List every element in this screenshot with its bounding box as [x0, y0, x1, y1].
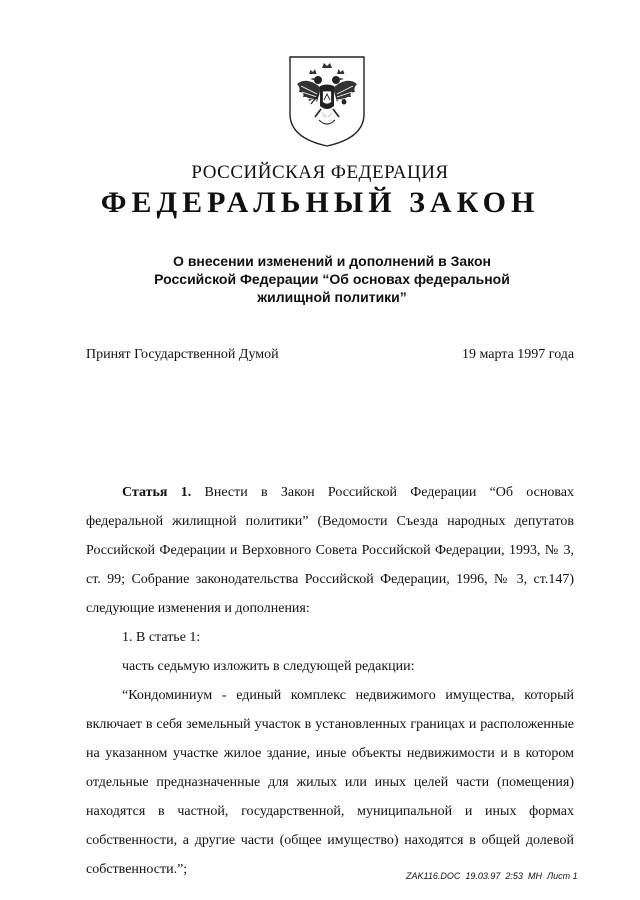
law-title: [140, 252, 524, 306]
adoption-date: 19 марта 1997 года: [462, 347, 575, 362]
footer-file: ZAK116.DOC: [406, 871, 461, 881]
footer-sheet: Лист 1: [546, 871, 578, 881]
coat-of-arms-icon: [287, 54, 367, 148]
adopted-by-text: Принят Государственной Думой: [86, 347, 279, 362]
country-heading: РОССИЙСКАЯ ФЕДЕРАЦИЯ: [191, 162, 449, 183]
article-intro-text: Внести в Закон Российской Федерации “Об основах федеральной жилищной политики” (Ведомости Съезда народных депутатов Российской Федерации и Верховного Совета Российской Федерации, 1993, № 3, ст. 99; Собрание законодательства Российской Федерации, 1996, № 3, ст.147) следующие изменения и дополнения:: [86, 485, 574, 616]
footer-timestamp: 19.03.97 2:53: [465, 871, 523, 881]
law-title-line: жилищной политики”: [257, 289, 407, 305]
law-title-line: Российской Федерации “Об основах федеральной: [154, 271, 510, 287]
article-quote: “Кондоминиум - единый комплекс недвижимого имущества, который включает в себя земельный участок в установленных границах и расположенные на указанном участке жилое здание, иные объекты недвижимости и в котором отдельные предназначенные для жилых или иных целей части (помещения) находятся в частной, государственной, муниципальной и иных формах собственности, а другие части (общее имущество) находятся в общей долевой собственности.”;: [86, 688, 574, 877]
article-instruction: часть седьмую изложить в следующей редакции:: [122, 659, 415, 674]
article-intro-paragraph: [86, 478, 574, 623]
article-label: Статья 1.: [122, 485, 192, 500]
article-item: 1. В статье 1:: [122, 630, 201, 645]
law-title-line: О внесении изменений и дополнений в Закон: [173, 253, 491, 269]
article-body: [86, 478, 574, 884]
page-footer: [406, 871, 578, 881]
footer-initials: МН: [527, 871, 542, 881]
document-type-heading: ФЕДЕРАЛЬНЫЙ ЗАКОН: [100, 186, 540, 219]
